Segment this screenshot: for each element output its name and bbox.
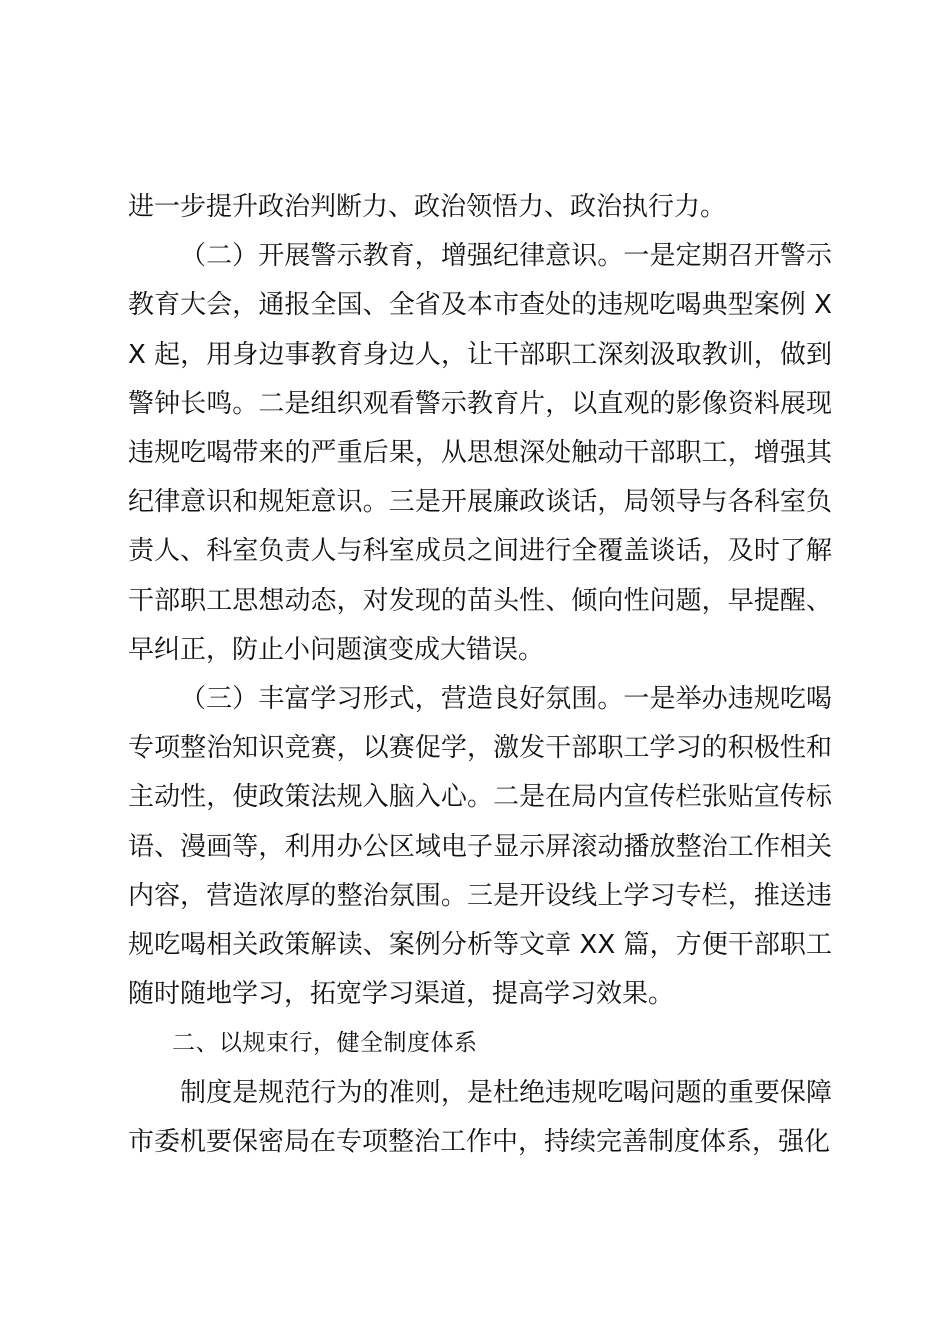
paragraph-learning-forms: （三）丰富学习形式，营造良好氛围。一是举办违规吃喝专项整治知识竞赛，以赛促学，激发干部职工学习的积极性和主动性，使政策法规入脑入心。二是在局内宣传栏张贴宣传标语、漫画等，利用办公区域电子显示屏滚动播放整治工作相关内容，营造浓厚的整治氛围。三是开设线上学习专栏，推送违规吃喝相关政策解读、案例分析等文章 XX 篇，方便干部职工随时随地学习，拓宽学习渠道，提高学习效果。 bbox=[128, 684, 832, 1010]
section-heading: 二、以规束行，健全制度体系 bbox=[172, 1030, 478, 1057]
document-body bbox=[128, 183, 832, 1167]
paragraph-continuation: 进一步提升政治判断力、政治领悟力、政治执行力。 bbox=[128, 192, 727, 222]
paragraph-warning-education: （二）开展警示教育，增强纪律意识。一是定期召开警示教育大会，通报全国、全省及本市查处的违规吃喝典型案例 XX 起，用身边事教育身边人，让干部职工深刻汲取教训，做到警钟长鸣。二是组织观看警示教育片，以直观的影像资料展现违规吃喝带来的严重后果，从思想深处触动干部职工，增强其纪律意识和规矩意识。三是开展廉政谈话，局领导与各科室负责人、科室负责人与科室成员之间进行全覆盖谈话，及时了解干部职工思想动态，对发现的苗头性、倾向性问题，早提醒、早纠正，防止小问题演变成大错误。 bbox=[128, 241, 832, 665]
paragraph-institution-system: 制度是规范行为的准则，是杜绝违规吃喝问题的重要保障市委机要保密局在专项整治工作中，持续完善制度体系，强化 bbox=[128, 1077, 832, 1157]
